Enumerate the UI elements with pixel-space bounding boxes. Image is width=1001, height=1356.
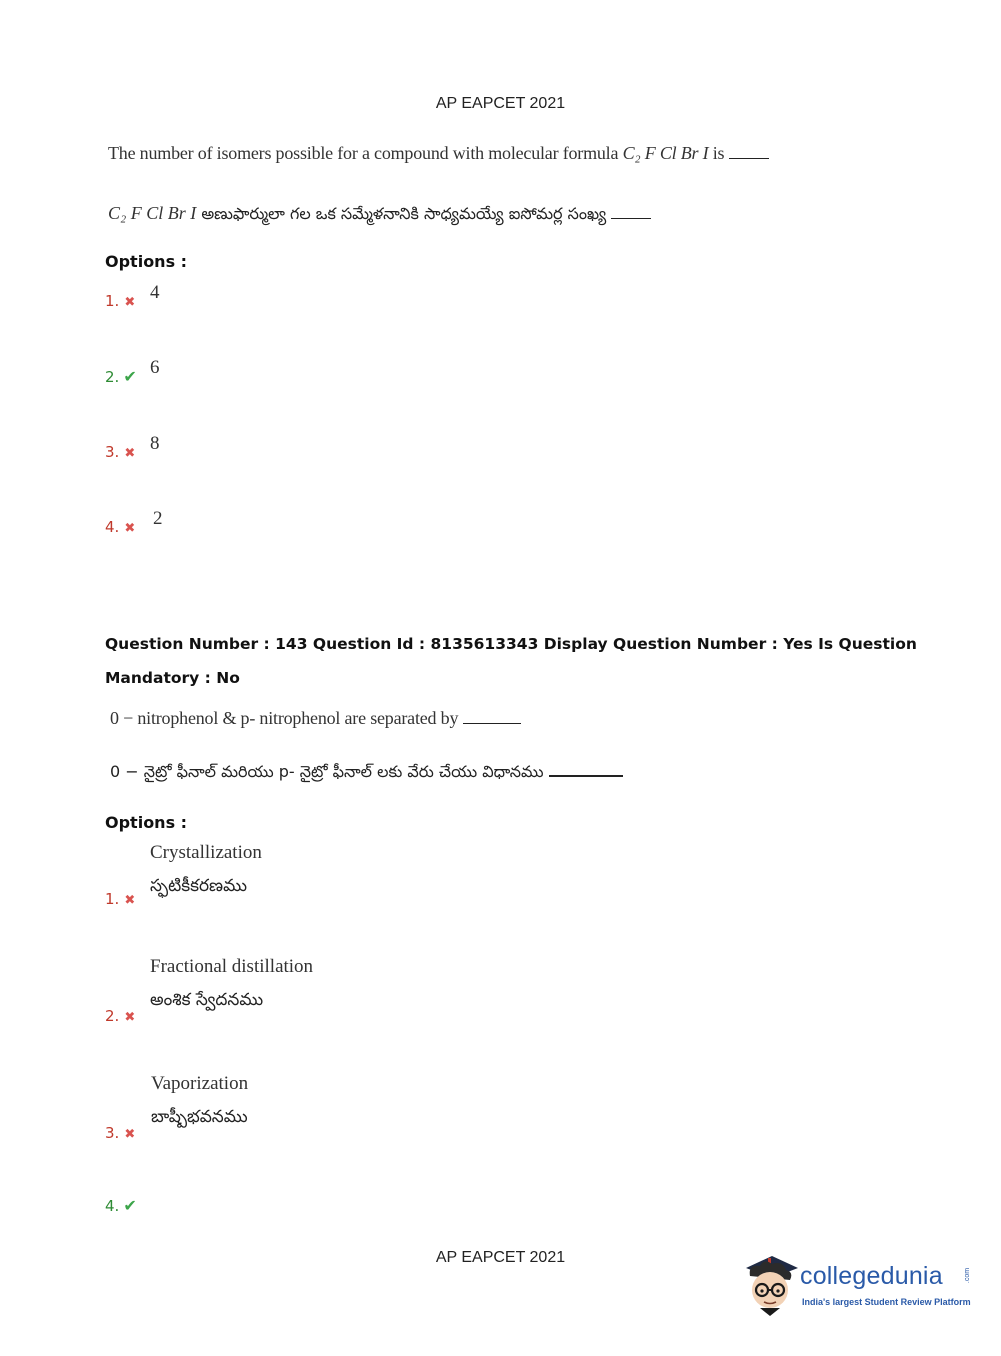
page-header: AP EAPCET 2021 <box>435 95 566 112</box>
option-number: 3. ✖ <box>105 1124 136 1142</box>
option-number: 1. ✖ <box>105 292 136 310</box>
cross-icon: ✖ <box>124 1010 136 1025</box>
options-label: Options : <box>105 813 188 832</box>
page-footer: AP EAPCET 2021 <box>435 1249 566 1266</box>
option-number: 4. ✖ <box>105 518 136 536</box>
answer-blank <box>463 723 521 724</box>
question-text-suffix: is <box>708 143 725 163</box>
mascot-icon <box>742 1250 800 1316</box>
telugu-question-body: 0 − నైట్రో ఫీనాల్ మరియు p- నైట్రో ఫీనాల్ లకు వేరు చేయు విధానము <box>110 762 544 781</box>
option-number: 2. ✔ <box>105 367 137 386</box>
option-value: 6 <box>150 357 160 378</box>
question-meta-mandatory: Mandatory : No <box>105 669 240 687</box>
logo-tagline: India's largest Student Review Platform <box>802 1297 971 1307</box>
logo-wordmark: collegedunia <box>800 1262 943 1290</box>
options-label: Options : <box>105 252 188 271</box>
option-text-english: Vaporization <box>151 1073 249 1094</box>
option-value: 8 <box>150 433 160 454</box>
cross-icon: ✖ <box>124 446 136 461</box>
cross-icon: ✖ <box>124 1127 136 1142</box>
answer-blank-telugu <box>611 218 651 219</box>
option-number: 1. ✖ <box>105 890 136 908</box>
option-value: 4 <box>150 282 160 303</box>
option-number: 3. ✖ <box>105 443 136 461</box>
check-icon: ✔ <box>123 367 137 386</box>
option-text-telugu: స్ఫటికీకరణము <box>150 876 247 896</box>
question-text <box>108 143 769 164</box>
molecular-formula: C₂ F Cl Br I <box>622 143 709 163</box>
cross-icon: ✖ <box>124 295 136 310</box>
question-body: 0 − nitrophenol & p- nitrophenol are separated by <box>110 708 459 728</box>
option-text-english: Fractional distillation <box>150 956 314 977</box>
answer-blank <box>729 158 769 159</box>
question-meta: Question Number : 143 Question Id : 8135613343 Display Question Number : Yes Is Question <box>105 635 917 653</box>
option-text-english: Crystallization <box>150 842 262 863</box>
telugu-question-body: అణుఫార్ములా గల ఒక సమ్మేళనానికి సాధ్యమయ్యే ఐసోమర్ల సంఖ్య <box>196 204 607 223</box>
option-number: 4. ✔ <box>105 1196 137 1215</box>
logo-domain-suffix: .com <box>964 1267 972 1284</box>
cross-icon: ✖ <box>124 893 136 908</box>
check-icon: ✔ <box>123 1196 137 1215</box>
question-text-prefix: The number of isomers possible for a compound with molecular formula <box>108 143 623 163</box>
question-text <box>110 708 521 729</box>
collegedunia-logo <box>742 1250 972 1320</box>
question-text-telugu <box>108 203 651 227</box>
answer-blank-telugu <box>549 775 623 777</box>
option-text-telugu: బాష్పీభవనము <box>151 1107 248 1127</box>
option-text-telugu: అంశిక స్వేదనము <box>150 990 264 1010</box>
molecular-formula-telugu: C₂ F Cl Br I <box>108 203 197 223</box>
cross-icon: ✖ <box>124 521 136 536</box>
option-value: 2 <box>153 508 163 529</box>
option-number: 2. ✖ <box>105 1007 136 1025</box>
question-text-telugu <box>110 762 623 785</box>
